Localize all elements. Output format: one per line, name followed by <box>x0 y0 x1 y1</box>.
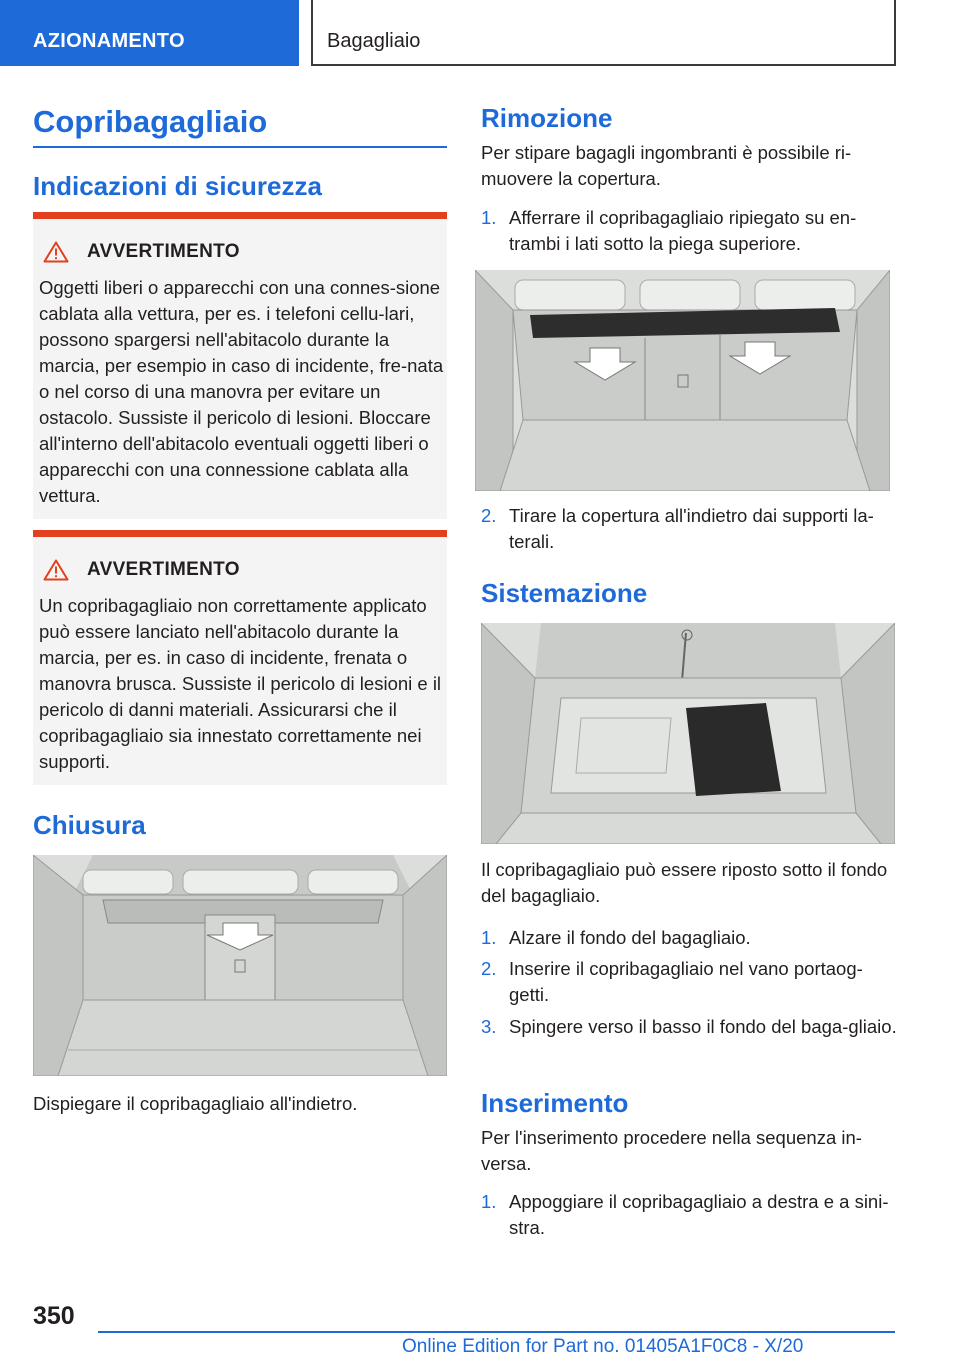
warning-label-2: AVVERTIMENTO <box>87 559 240 580</box>
storage-intro: Il copribagagliaio può essere riposto sotto il fondo del bagagliaio. <box>481 859 888 906</box>
step-number: 1. <box>481 927 497 948</box>
warning-header-2 <box>43 559 240 581</box>
step-text: Inserire il copribagagliaio nel vano portaog-getti. <box>509 958 863 1005</box>
warning-text-2: Un copribagagliaio non correttamente applicato può essere lanciato nell'abitacolo durante la marcia, per es. in caso di incidente, frenata o manovra brusca. Sussiste il pericolo di lesioni e il pericolo di danni materiali. Assicurarsi che il copribagagliaio sia innestato correttamente nei supporti. <box>39 595 442 772</box>
figure-storage <box>481 623 895 844</box>
title-rule <box>33 146 447 148</box>
step-number: 1. <box>481 1191 497 1212</box>
page-title: Copribagagliaio <box>33 104 268 139</box>
warning-triangle-icon <box>43 241 69 263</box>
closing-heading: Chiusura <box>33 810 146 840</box>
figure-closing <box>33 855 447 1076</box>
step-text: Afferrare il copribagagliaio ripiegato su en-trambi i lati sotto la piega superiore. <box>509 207 857 254</box>
warning-triangle-icon <box>43 559 69 581</box>
insert-heading: Inserimento <box>481 1088 629 1118</box>
warning-text-1: Oggetti liberi o apparecchi con una connes-sione cablata alla vettura, per es. i telefoni cellu-lari, possono spargersi nell'abitacolo durante la marcia, per esempio in caso di incidente, fre-nata o nel corso di una manovra per evitare un ostacolo. Sussiste il pericolo di lesioni. Bloccare all'interno dell'abitacolo eventuali oggetti liberi o apparecchi con una connessione cablata alla vettura. <box>39 277 444 506</box>
step-number: 2. <box>481 505 497 526</box>
storage-heading: Sistemazione <box>481 578 648 608</box>
step-text: Appoggiare il copribagagliaio a destra e a sini-stra. <box>509 1191 889 1238</box>
step-number: 2. <box>481 958 497 979</box>
warning-box-2 <box>33 530 447 785</box>
warning-header-1 <box>43 241 240 263</box>
footer-edition: Online Edition for Part no. 01405A1F0C8 - X/20 <box>402 1336 804 1357</box>
section-tab: AZIONAMENTO <box>0 0 299 66</box>
closing-caption: Dispiegare il copribagagliaio all'indietro. <box>33 1093 358 1114</box>
chapter-tab: Bagagliaio <box>311 0 896 66</box>
removal-heading: Rimozione <box>481 103 613 133</box>
figure-removal <box>475 270 890 491</box>
step-number: 3. <box>481 1016 497 1037</box>
warning-box-1 <box>33 212 447 519</box>
step-text: Spingere verso il basso il fondo del baga-gliaio. <box>509 1016 897 1037</box>
warning-label-1: AVVERTIMENTO <box>87 241 240 262</box>
step-text: Alzare il fondo del bagagliaio. <box>509 927 751 948</box>
footer-rule <box>98 1331 895 1333</box>
safety-heading: Indicazioni di sicurezza <box>33 171 322 201</box>
step-number: 1. <box>481 207 497 228</box>
insert-intro: Per l'inserimento procedere nella sequenza in-versa. <box>481 1127 862 1174</box>
step-text: Tirare la copertura all'indietro dai supporti la-terali. <box>509 505 874 552</box>
removal-intro: Per stipare bagagli ingombranti è possibile ri-muovere la copertura. <box>481 142 852 189</box>
page-number: 350 <box>33 1302 75 1330</box>
